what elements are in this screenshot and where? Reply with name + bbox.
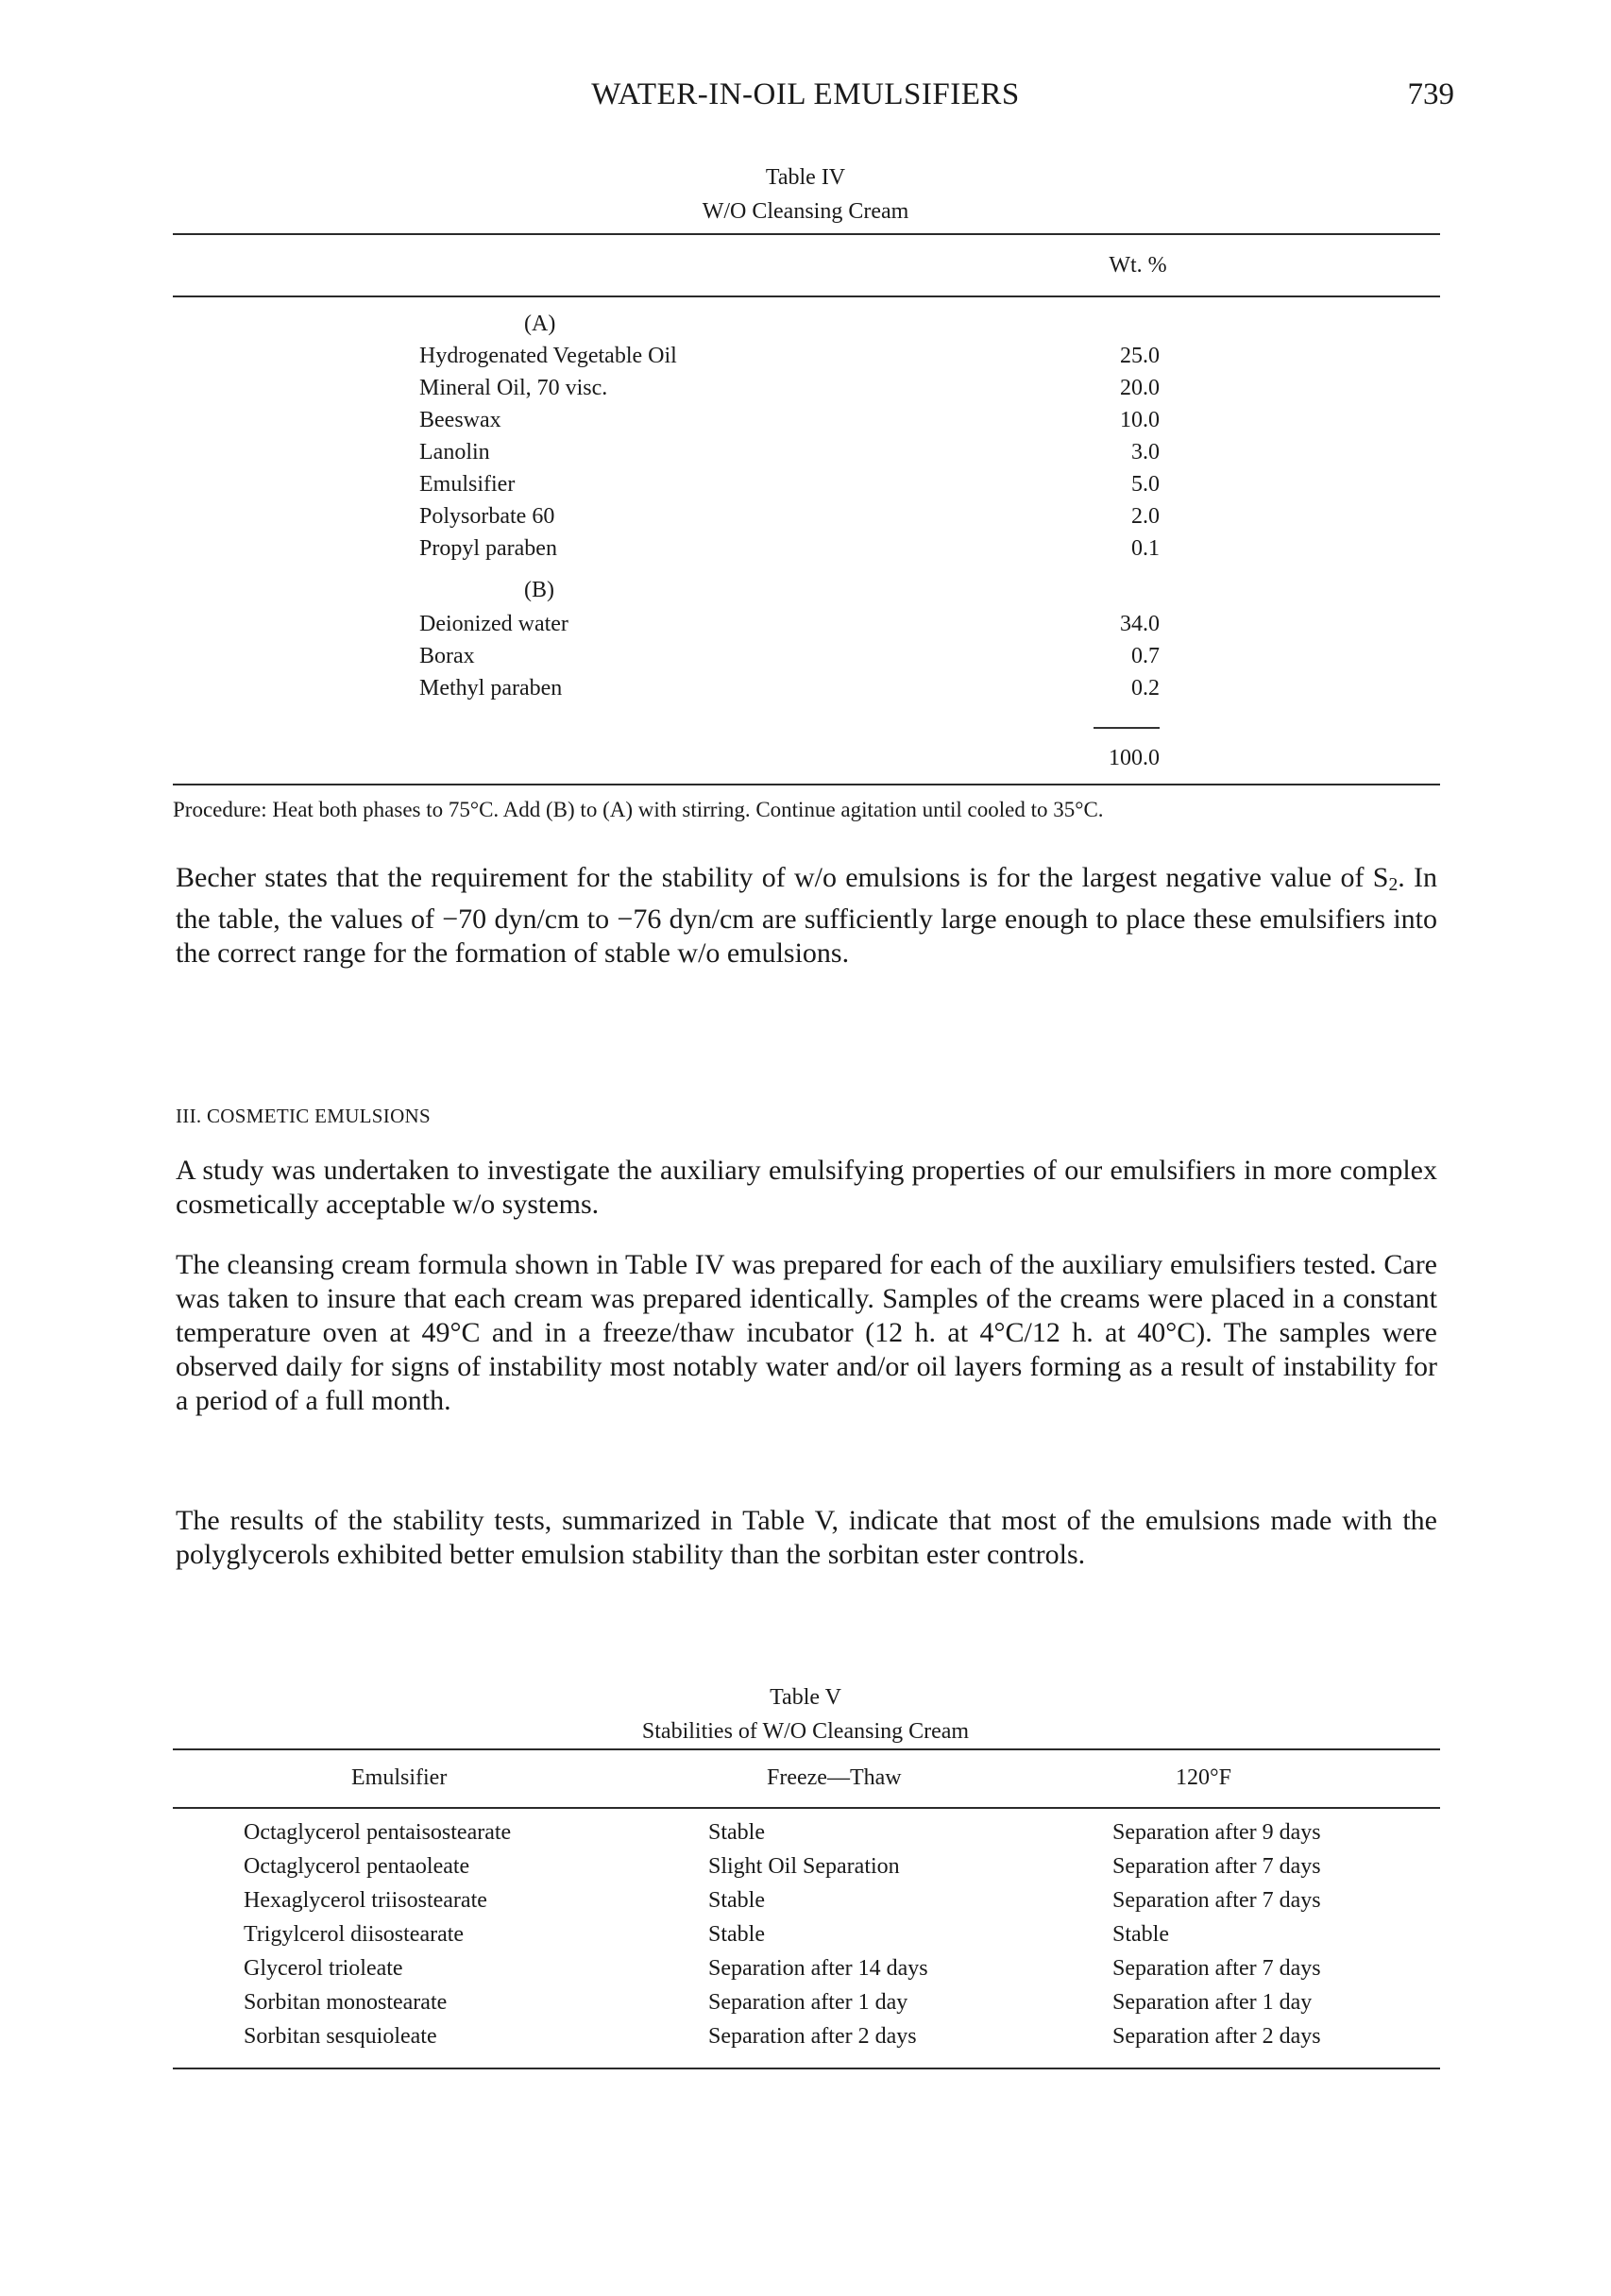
- table-iv-group-a: [0, 312, 1611, 344]
- temp-120f-cell: Separation after 7 days: [1112, 1888, 1321, 1913]
- ingredient-name: Mineral Oil, 70 visc.: [419, 376, 608, 400]
- table-row: [0, 472, 1611, 504]
- column-header-freeze-thaw: Freeze—Thaw: [767, 1765, 902, 1790]
- emulsifier-cell: Octaglycerol pentaoleate: [244, 1854, 470, 1879]
- temp-120f-cell: Separation after 2 days: [1112, 2024, 1321, 2049]
- freeze-thaw-cell: Slight Oil Separation: [708, 1854, 900, 1879]
- ingredient-wt: 0.1: [1131, 536, 1160, 561]
- table-row: [0, 440, 1611, 472]
- table-row: [0, 1922, 1611, 1956]
- table-iv-procedure: Procedure: Heat both phases to 75°C. Add (B) to (A) with stirring. Continue agitation until cooled to 35°C.: [173, 798, 1104, 821]
- paragraph-text: Becher states that the requirement for the stability of w/o emulsions is for the largest negative value of S: [176, 862, 1389, 893]
- page-number: 739: [1407, 77, 1454, 111]
- ingredient-name: Beeswax: [419, 408, 501, 432]
- table-row: [0, 504, 1611, 536]
- column-header-120f: 120°F: [1176, 1765, 1231, 1790]
- table-row: [0, 1888, 1611, 1922]
- table-iv-header-rule: [173, 295, 1440, 297]
- table-iv-label: Table IV: [765, 165, 846, 190]
- ingredient-name: Propyl paraben: [419, 536, 557, 561]
- table-v-bottom-rule: [173, 2068, 1440, 2069]
- emulsifier-cell: Glycerol trioleate: [244, 1956, 403, 1981]
- table-row: [0, 676, 1611, 708]
- freeze-thaw-cell: Separation after 1 day: [708, 1990, 908, 2015]
- ingredient-wt: 25.0: [1120, 344, 1160, 368]
- table-v-top-rule: [173, 1748, 1440, 1750]
- emulsifier-cell: Trigylcerol diisostearate: [244, 1922, 465, 1947]
- ingredient-wt: 34.0: [1120, 612, 1160, 636]
- paragraph-method: The cleansing cream formula shown in Table IV was prepared for each of the auxiliary emulsifiers tested. Care was taken to insure that each cream was prepared identically. Samples of the creams were placed in a constant temperature oven at 49°C and in a freeze/thaw incubator (12 h. at 4°C/12 h. at 40°C). The samples were observed daily for signs of instability most notably water and/or oil layers forming as a result of instability for a period of a full month.: [176, 1249, 1437, 1416]
- temp-120f-cell: Separation after 9 days: [1112, 1820, 1321, 1845]
- table-row: [0, 344, 1611, 376]
- ingredient-wt: 10.0: [1120, 408, 1160, 432]
- temp-120f-cell: Separation after 7 days: [1112, 1956, 1321, 1981]
- temp-120f-cell: Separation after 7 days: [1112, 1854, 1321, 1879]
- ingredient-wt: 5.0: [1131, 472, 1160, 497]
- table-iv-top-rule: [173, 233, 1440, 235]
- ingredient-name: Hydrogenated Vegetable Oil: [419, 344, 677, 368]
- table-v-label: Table V: [770, 1685, 841, 1710]
- emulsifier-cell: Octaglycerol pentaisostearate: [244, 1820, 512, 1845]
- freeze-thaw-cell: Stable: [708, 1820, 765, 1845]
- ingredient-wt: 0.2: [1131, 676, 1160, 701]
- table-iv-group-b: [0, 578, 1611, 610]
- table-iv-caption: [0, 160, 1611, 228]
- subscript: 2: [1388, 874, 1399, 895]
- table-row: [0, 536, 1611, 568]
- group-label: (B): [524, 578, 554, 602]
- paragraph-text: . In the table, the values of −70 dyn/cm to −76 dyn/cm are sufficiently large enough to place these emulsifiers into the correct range for the formation of stable w/o emulsions.: [176, 862, 1437, 969]
- group-label: (A): [524, 312, 556, 336]
- table-v-header-rule: [173, 1807, 1440, 1809]
- freeze-thaw-cell: Separation after 14 days: [708, 1956, 928, 1981]
- table-iv-total: 100.0: [1109, 746, 1160, 770]
- ingredient-name: Polysorbate 60: [419, 504, 555, 529]
- paragraph-results: The results of the stability tests, summarized in Table V, indicate that most of the emulsions made with the polyglycerols exhibited better emulsion stability than the sorbitan ester controls.: [176, 1505, 1437, 1570]
- table-iv-column-header: Wt. %: [1109, 253, 1167, 278]
- table-row: [0, 1820, 1611, 1854]
- temp-120f-cell: Separation after 1 day: [1112, 1990, 1313, 2015]
- emulsifier-cell: Sorbitan sesquioleate: [244, 2024, 437, 2049]
- column-header-emulsifier: Emulsifier: [351, 1765, 448, 1790]
- ingredient-name: Borax: [419, 644, 475, 668]
- table-row: [0, 1990, 1611, 2024]
- ingredient-wt: 20.0: [1120, 376, 1160, 400]
- table-row: [0, 612, 1611, 644]
- table-v-caption: [0, 1680, 1611, 1748]
- table-iv-title: W/O Cleansing Cream: [702, 199, 909, 224]
- table-v-title: Stabilities of W/O Cleansing Cream: [641, 1719, 970, 1744]
- freeze-thaw-cell: Stable: [708, 1888, 765, 1913]
- table-row: [0, 1956, 1611, 1990]
- emulsifier-cell: Hexaglycerol triisostearate: [244, 1888, 487, 1913]
- ingredient-name: Lanolin: [419, 440, 490, 464]
- table-row: [0, 1854, 1611, 1888]
- paragraph-study: A study was undertaken to investigate the auxiliary emulsifying properties of our emulsifiers in more complex cosmetically acceptable w/o systems.: [176, 1155, 1437, 1220]
- table-row: [0, 2024, 1611, 2058]
- ingredient-name: Deionized water: [419, 612, 568, 636]
- paragraph-becher: [176, 861, 1437, 971]
- table-row: [0, 644, 1611, 676]
- running-title: WATER-IN-OIL EMULSIFIERS: [591, 77, 1020, 111]
- section-heading: III. COSMETIC EMULSIONS: [176, 1105, 431, 1127]
- emulsifier-cell: Sorbitan monostearate: [244, 1990, 448, 2015]
- freeze-thaw-cell: Separation after 2 days: [708, 2024, 917, 2049]
- freeze-thaw-cell: Stable: [708, 1922, 765, 1947]
- sum-rule: [1094, 727, 1160, 729]
- table-row: [0, 376, 1611, 408]
- ingredient-name: Emulsifier: [419, 472, 516, 497]
- ingredient-wt: 3.0: [1131, 440, 1160, 464]
- table-row: [0, 408, 1611, 440]
- ingredient-name: Methyl paraben: [419, 676, 563, 701]
- ingredient-wt: 0.7: [1131, 644, 1160, 668]
- ingredient-wt: 2.0: [1131, 504, 1160, 529]
- temp-120f-cell: Stable: [1112, 1922, 1169, 1947]
- table-iv-bottom-rule: [173, 784, 1440, 785]
